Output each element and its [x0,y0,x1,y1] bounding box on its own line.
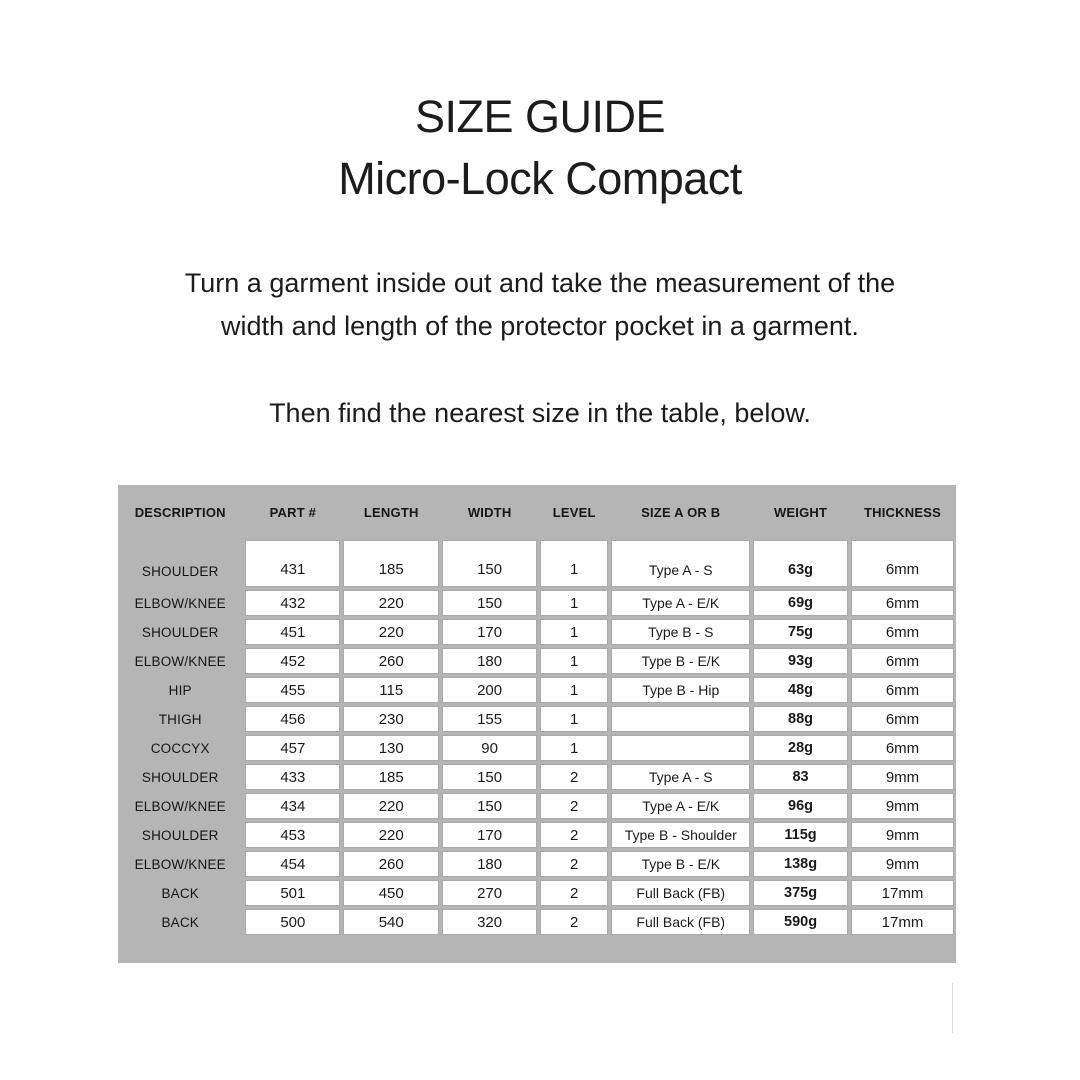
cell-thickness: 6mm [851,735,954,761]
cell-width: 200 [442,677,537,703]
cell-description: ELBOW/KNEE [134,653,226,669]
cell-level: 1 [540,619,608,645]
cell-length: 540 [343,909,439,935]
cell-part-number: 452 [245,648,340,674]
cell-weight: 590g [753,909,848,935]
cell-size-a-or-b: Type B - E/K [611,648,750,674]
title-line-product-name: Micro-Lock Compact [338,153,742,204]
cell-length: 220 [343,793,439,819]
cell-description: ELBOW/KNEE [134,798,226,814]
cell-size-a-or-b: Type A - E/K [611,793,750,819]
table-row [118,590,954,616]
cell-part-number: 434 [245,793,340,819]
cell-part-number: 456 [245,706,340,732]
table-row [118,540,954,587]
cell-part-number: 457 [245,735,340,761]
column-header-part-number: PART # [269,505,317,520]
cell-width: 155 [442,706,537,732]
cell-description: SHOULDER [141,564,219,579]
cell-width: 90 [442,735,537,761]
cell-part-number: 433 [245,764,340,790]
cell-part-number: 431 [245,540,340,587]
cell-length: 220 [343,590,439,616]
cell-weight: 83 [753,764,848,790]
cell-level: 1 [540,677,608,703]
cell-weight: 63g [753,540,848,587]
column-header-width: WIDTH [467,505,512,520]
cell-level: 2 [540,764,608,790]
cell-weight: 375g [753,880,848,906]
size-table-body [118,540,954,935]
cell-size-a-or-b: Type B - S [611,619,750,645]
cell-width: 170 [442,822,537,848]
cell-thickness: 6mm [851,590,954,616]
cell-thickness: 9mm [851,793,954,819]
column-header-level: LEVEL [552,505,596,520]
cell-size-a-or-b [611,706,750,732]
cell-description: THIGH [158,711,202,727]
cell-level: 2 [540,909,608,935]
cell-length: 220 [343,822,439,848]
cell-weight: 93g [753,648,848,674]
table-row [118,677,954,703]
cell-weight: 48g [753,677,848,703]
cell-weight: 115g [753,822,848,848]
cell-description: SHOULDER [141,769,219,785]
cell-level: 2 [540,822,608,848]
instructions-paragraph-1 [0,262,1080,348]
cell-description: COCCYX [150,740,210,756]
cell-thickness: 9mm [851,764,954,790]
cell-width: 150 [442,793,537,819]
cell-size-a-or-b: Type A - S [611,540,750,587]
table-row [118,648,954,674]
cell-level: 2 [540,793,608,819]
cell-part-number: 453 [245,822,340,848]
table-row [118,851,954,877]
table-row [118,793,954,819]
cell-thickness: 6mm [851,677,954,703]
table-row [118,822,954,848]
page-title [0,86,1080,210]
cell-description: ELBOW/KNEE [134,856,226,872]
table-row [118,764,954,790]
table-row [118,735,954,761]
cell-level: 1 [540,590,608,616]
cell-weight: 138g [753,851,848,877]
cell-length: 450 [343,880,439,906]
cell-level: 2 [540,851,608,877]
cell-part-number: 451 [245,619,340,645]
cell-thickness: 17mm [851,880,954,906]
cell-length: 220 [343,619,439,645]
cell-thickness: 6mm [851,648,954,674]
cell-part-number: 455 [245,677,340,703]
cell-level: 1 [540,648,608,674]
cell-level: 1 [540,706,608,732]
table-row [118,909,954,935]
cell-size-a-or-b: Type B - Shoulder [611,822,750,848]
cell-size-a-or-b: Full Back (FB) [611,880,750,906]
instructions-line-1: Turn a garment inside out and take the measurement of the [184,268,896,298]
cell-width: 270 [442,880,537,906]
title-line-product-category: SIZE GUIDE [414,91,666,142]
cell-size-a-or-b: Type A - S [611,764,750,790]
cell-length: 230 [343,706,439,732]
size-table [118,485,956,963]
cell-weight: 69g [753,590,848,616]
cell-description: ELBOW/KNEE [134,595,226,611]
cell-length: 260 [343,851,439,877]
cell-part-number: 500 [245,909,340,935]
cell-part-number: 432 [245,590,340,616]
cell-size-a-or-b: Type A - E/K [611,590,750,616]
cell-description: SHOULDER [141,827,219,843]
cell-thickness: 6mm [851,540,954,587]
cell-thickness: 9mm [851,851,954,877]
instructions-paragraph-2 [0,392,1080,435]
cell-level: 1 [540,735,608,761]
cell-width: 170 [442,619,537,645]
cell-weight: 96g [753,793,848,819]
cell-weight: 88g [753,706,848,732]
cell-thickness: 9mm [851,822,954,848]
cell-length: 185 [343,540,439,587]
cell-size-a-or-b: Type B - Hip [611,677,750,703]
size-table-header-row [118,485,954,540]
column-header-length: LENGTH [363,505,419,520]
cell-level: 2 [540,880,608,906]
column-header-thickness: THICKNESS [864,505,941,520]
cell-length: 130 [343,735,439,761]
instructions-line-3: Then find the nearest size in the table, below. [269,398,811,428]
column-header-size-a-or-b: SIZE A OR B [641,505,721,520]
cell-length: 260 [343,648,439,674]
cell-thickness: 6mm [851,619,954,645]
cell-width: 320 [442,909,537,935]
cell-width: 180 [442,648,537,674]
cell-size-a-or-b [611,735,750,761]
cell-part-number: 501 [245,880,340,906]
cell-level: 1 [540,540,608,587]
cell-description: BACK [161,885,199,901]
column-header-weight: WEIGHT [773,505,828,520]
cell-thickness: 6mm [851,706,954,732]
cell-description: BACK [161,914,199,930]
cell-part-number: 454 [245,851,340,877]
column-header-description: DESCRIPTION [134,505,226,520]
cell-length: 115 [343,677,439,703]
cell-width: 150 [442,540,537,587]
cell-width: 150 [442,590,537,616]
table-row [118,706,954,732]
table-row [118,619,954,645]
cell-size-a-or-b: Full Back (FB) [611,909,750,935]
instructions-line-2: width and length of the protector pocket in a garment. [221,311,859,341]
cell-weight: 75g [753,619,848,645]
table-row [118,880,954,906]
cell-width: 150 [442,764,537,790]
cell-size-a-or-b: Type B - E/K [611,851,750,877]
cell-description: SHOULDER [141,624,219,640]
cell-weight: 28g [753,735,848,761]
cell-width: 180 [442,851,537,877]
cell-description: HIP [168,682,192,698]
cell-thickness: 17mm [851,909,954,935]
page-edge-artifact-line [952,983,953,1033]
cell-length: 185 [343,764,439,790]
